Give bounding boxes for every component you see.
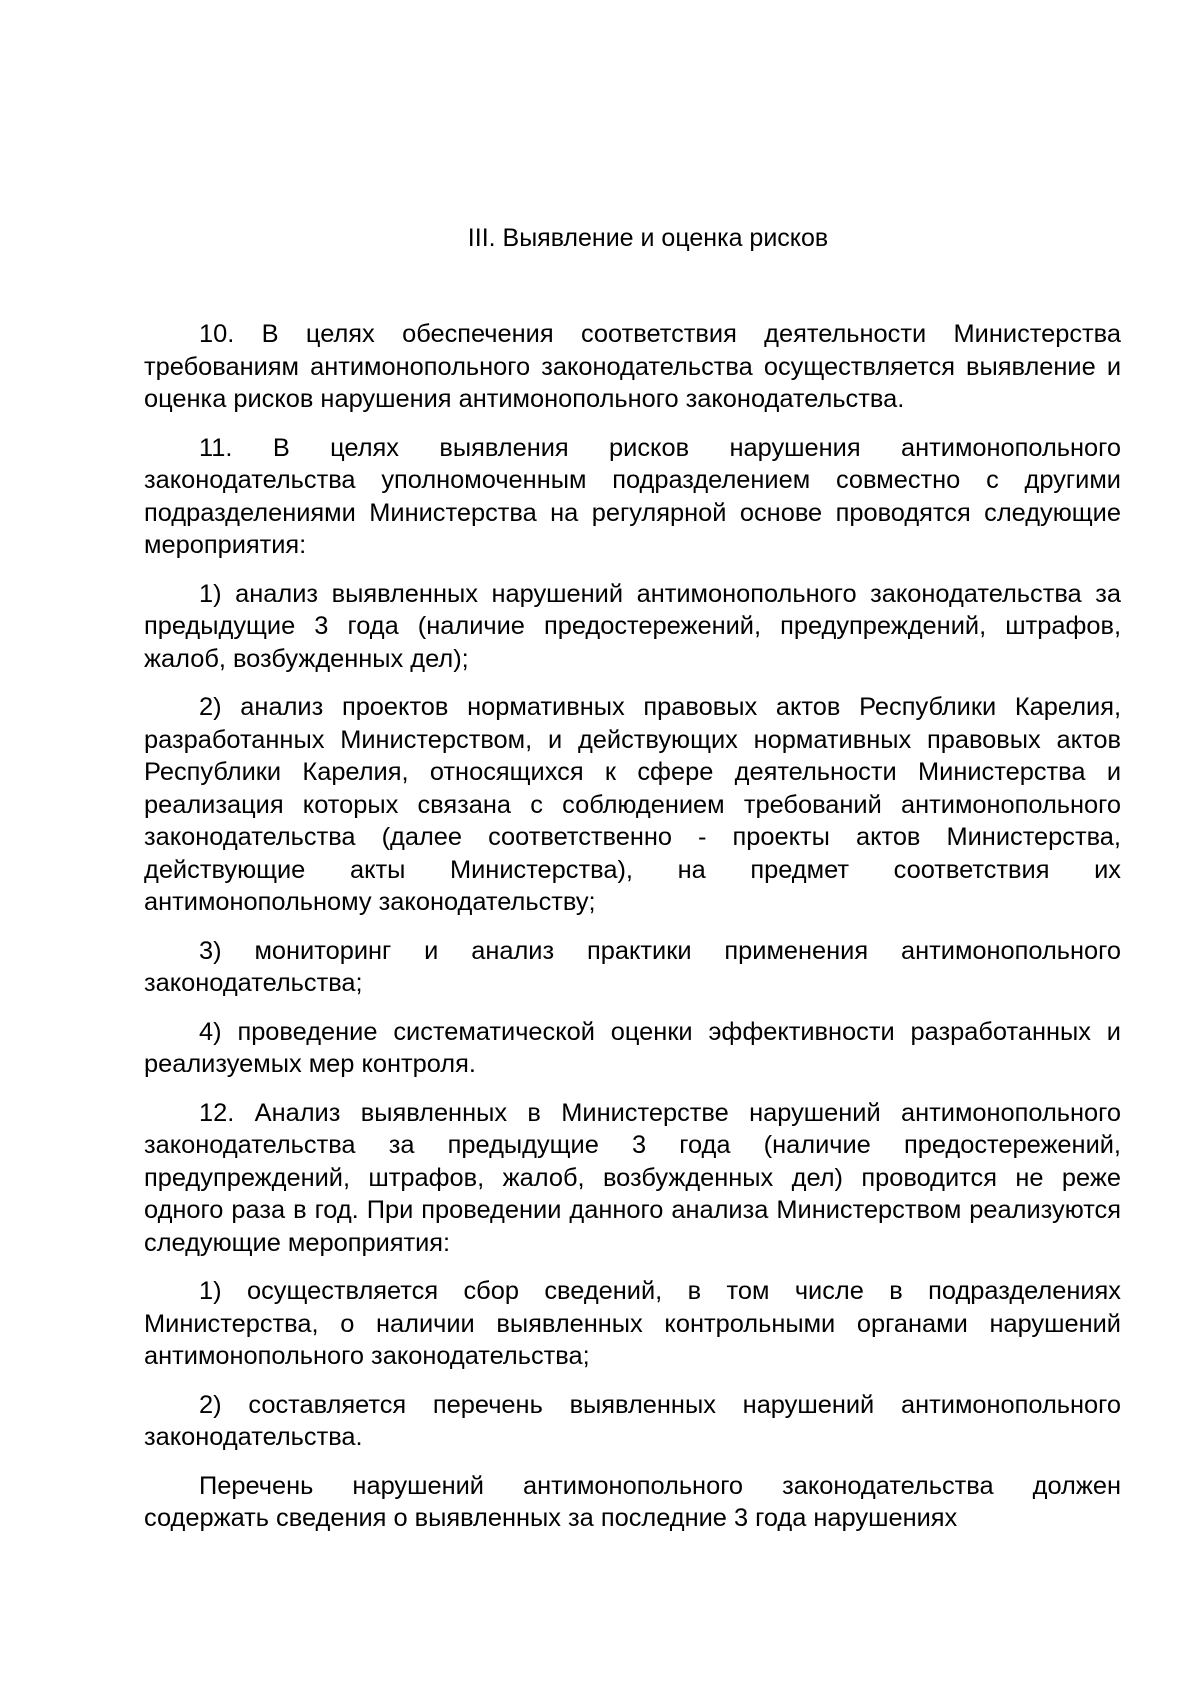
list-item-11-1: 1) анализ выявленных нарушений антимонопольного законодательства за предыдущие 3 года (наличие предостережений, предупреждений, штрафов, жалоб, возбужденных дел); bbox=[144, 579, 1121, 673]
paragraph-violations-list: Перечень нарушений антимонопольного законодательства должен содержать сведения о выявленных за последние 3 года нарушениях bbox=[144, 1471, 1121, 1532]
list-item-11-4: 4) проведение систематической оценки эффективности разработанных и реализуемых мер контроля. bbox=[144, 1017, 1121, 1078]
document-body bbox=[144, 318, 1121, 1551]
list-item-12-2: 2) составляется перечень выявленных нарушений антимонопольного законодательства. bbox=[144, 1390, 1121, 1451]
paragraph-12: 12. Анализ выявленных в Министерстве нарушений антимонопольного законодательства за предыдущие 3 года (наличие предостережений, предупреждений, штрафов, жалоб, возбужденных дел) проводится не реже одного раза в год. При проведении данного анализа Министерством реализуются следующие мероприятия: bbox=[144, 1098, 1121, 1257]
list-item-11-3: 3) мониторинг и анализ практики применения антимонопольного законодательства; bbox=[144, 936, 1121, 997]
paragraph-11: 11. В целях выявления рисков нарушения антимонопольного законодательства уполномоченным подразделением совместно с другими подразделениями Министерства на регулярной основе проводятся следующие мероприятия: bbox=[144, 433, 1121, 559]
section-title: III. Выявление и оценка рисков bbox=[467, 224, 829, 252]
paragraph-10: 10. В целях обеспечения соответствия деятельности Министерства требованиям антимонопольного законодательства осуществляется выявление и оценка рисков нарушения антимонопольного законодательства. bbox=[144, 320, 1121, 413]
list-item-11-2: 2) анализ проектов нормативных правовых актов Республики Карелия, разработанных Министерством, и действующих нормативных правовых актов Республики Карелия, относящихся к сфере деятельности Министерства и реализация которых связана с соблюдением требований антимонопольного законодательства (далее соответственно - проекты актов Министерства, действующие акты Министерства), на предмет соответствия их антимонопольному законодательству; bbox=[144, 693, 1121, 916]
list-item-12-1: 1) осуществляется сбор сведений, в том числе в подразделениях Министерства, о наличии выявленных контрольными органами нарушений антимонопольного законодательства; bbox=[144, 1277, 1121, 1370]
